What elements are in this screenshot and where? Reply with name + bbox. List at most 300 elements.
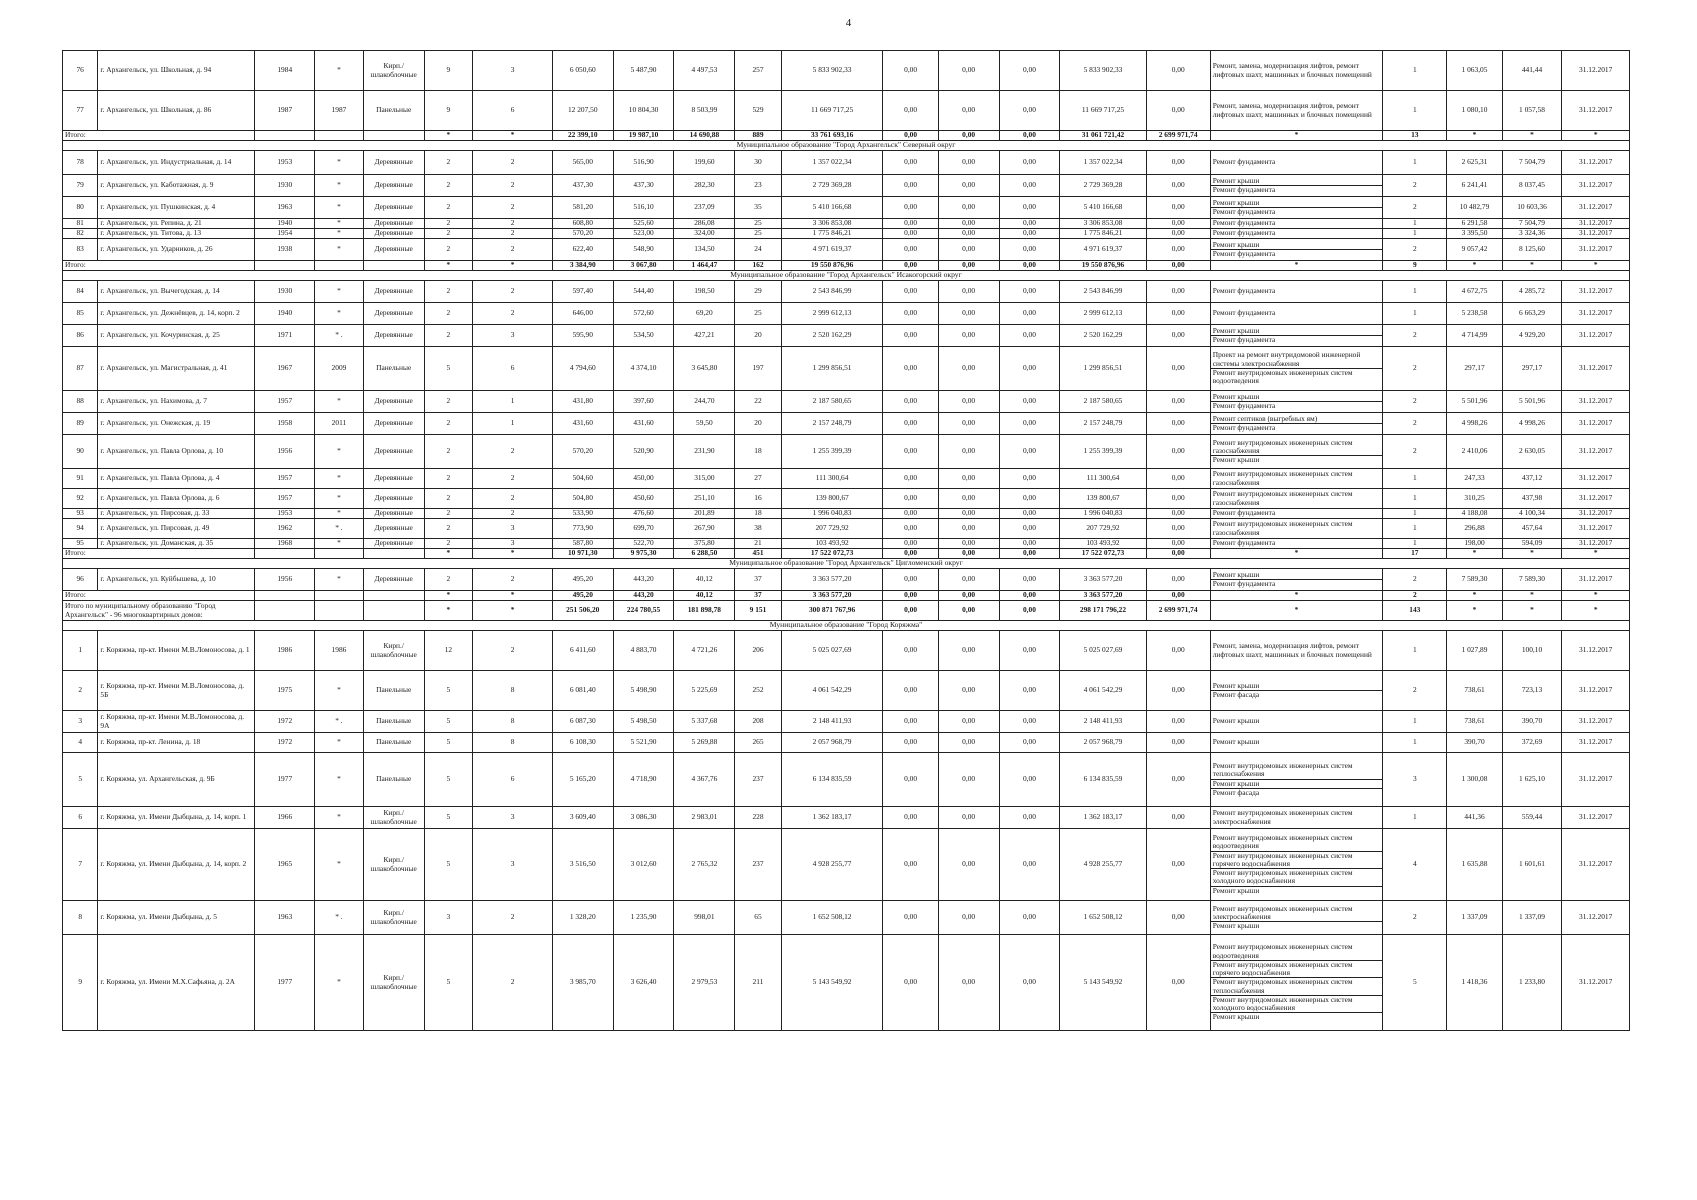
table-row xyxy=(63,829,1630,901)
repair-works xyxy=(1210,151,1383,175)
wall-material: Деревянные xyxy=(363,175,424,197)
residents: 30 xyxy=(735,151,781,175)
floors: 5 xyxy=(424,753,473,807)
floors: 2 xyxy=(424,151,473,175)
year-reconstructed: * xyxy=(315,539,364,549)
row-number: 80 xyxy=(63,197,98,219)
year-reconstructed: * xyxy=(315,239,364,261)
owner-funds: 3 306 853,08 xyxy=(1060,219,1146,229)
row-number: 96 xyxy=(63,569,98,591)
repair-works xyxy=(1210,281,1383,303)
year-built: 1962 xyxy=(255,519,315,539)
premises-area: 3 086,30 xyxy=(613,807,674,829)
other-funds: 0,00 xyxy=(1146,435,1210,469)
works-count: 2 xyxy=(1383,901,1447,935)
residents: 24 xyxy=(735,239,781,261)
total-area: 504,80 xyxy=(552,489,613,509)
local-funds: 0,00 xyxy=(999,569,1060,591)
row-number: 82 xyxy=(63,229,98,239)
owner-funds: 2 187 580,65 xyxy=(1060,391,1146,413)
limit-cost-per-sqm: * xyxy=(1502,261,1562,271)
regional-funds: 0,00 xyxy=(938,539,999,549)
wall-material: Деревянные xyxy=(363,303,424,325)
repair-work-item: Ремонт фундамента xyxy=(1212,401,1276,410)
floors: * xyxy=(424,549,473,559)
repair-works xyxy=(1210,591,1383,601)
total-label: Итого: xyxy=(63,591,255,601)
wall-material: Деревянные xyxy=(363,489,424,509)
cost-per-sqm: 4 672,75 xyxy=(1447,281,1502,303)
year-reconstructed xyxy=(315,591,364,601)
floors: 2 xyxy=(424,539,473,549)
repair-work-item: Ремонт внутридомовых инженерных систем холодного водоснабжения xyxy=(1211,996,1383,1014)
wall-material: Деревянные xyxy=(363,391,424,413)
regional-funds: 0,00 xyxy=(938,261,999,271)
completion-date: 31.12.2017 xyxy=(1562,325,1630,347)
local-funds: 0,00 xyxy=(999,131,1060,141)
owner-funds: 2 999 612,13 xyxy=(1060,303,1146,325)
repair-works xyxy=(1210,197,1383,219)
local-funds: 0,00 xyxy=(999,261,1060,271)
limit-cost-per-sqm: 8 037,45 xyxy=(1502,175,1562,197)
repair-works xyxy=(1210,733,1383,753)
repair-works xyxy=(1210,391,1383,413)
local-funds: 0,00 xyxy=(999,303,1060,325)
residential-area: 6 288,50 xyxy=(674,549,735,559)
floors: 3 xyxy=(424,901,473,935)
regional-funds: 0,00 xyxy=(938,197,999,219)
residents: 16 xyxy=(735,489,781,509)
repair-works xyxy=(1210,261,1383,271)
federal-funds: 0,00 xyxy=(883,601,938,621)
works-count: 4 xyxy=(1383,829,1447,901)
regional-funds: 0,00 xyxy=(938,303,999,325)
completion-date: 31.12.2017 xyxy=(1562,435,1630,469)
owner-funds: 5 025 027,69 xyxy=(1060,631,1146,671)
federal-funds: 0,00 xyxy=(883,753,938,807)
total-cost: 5 025 027,69 xyxy=(781,631,883,671)
residential-area: 2 765,32 xyxy=(674,829,735,901)
residents: 25 xyxy=(735,219,781,229)
total-area: 12 207,50 xyxy=(552,91,613,131)
year-built: 1953 xyxy=(255,151,315,175)
repair-work-item: Ремонт фундамента xyxy=(1212,286,1276,296)
premises-area: 516,10 xyxy=(613,197,674,219)
year-reconstructed: * xyxy=(315,175,364,197)
repair-work-item: Ремонт, замена, модернизация лифтов, ремонт лифтовых шахт, машинных и блочных помещений xyxy=(1212,641,1372,659)
completion-date: 31.12.2017 xyxy=(1562,539,1630,549)
floors: 2 xyxy=(424,435,473,469)
completion-date: 31.12.2017 xyxy=(1562,733,1630,753)
row-number: 89 xyxy=(63,413,98,435)
year-reconstructed: * . xyxy=(315,901,364,935)
federal-funds: 0,00 xyxy=(883,131,938,141)
regional-funds: 0,00 xyxy=(938,131,999,141)
regional-funds: 0,00 xyxy=(938,51,999,91)
total-cost: 2 729 369,28 xyxy=(781,175,883,197)
works-count: 1 xyxy=(1383,281,1447,303)
year-built: 1986 xyxy=(255,631,315,671)
entrances: 2 xyxy=(473,219,553,229)
cost-per-sqm: 4 998,26 xyxy=(1447,413,1502,435)
owner-funds: 19 550 876,96 xyxy=(1060,261,1146,271)
completion-date: 31.12.2017 xyxy=(1562,413,1630,435)
federal-funds: 0,00 xyxy=(883,711,938,733)
repair-works xyxy=(1210,519,1383,539)
residential-area: 375,80 xyxy=(674,539,735,549)
year-reconstructed: * xyxy=(315,509,364,519)
year-reconstructed: * xyxy=(315,935,364,1031)
works-count: 2 xyxy=(1383,569,1447,591)
federal-funds: 0,00 xyxy=(883,229,938,239)
row-number: 7 xyxy=(63,829,98,901)
row-number: 9 xyxy=(63,935,98,1031)
local-funds: 0,00 xyxy=(999,91,1060,131)
completion-date: 31.12.2017 xyxy=(1562,807,1630,829)
wall-material: Деревянные xyxy=(363,197,424,219)
completion-date: 31.12.2017 xyxy=(1562,197,1630,219)
owner-funds: 1 357 022,34 xyxy=(1060,151,1146,175)
cost-per-sqm: * xyxy=(1447,601,1502,621)
table-row xyxy=(63,303,1630,325)
section-title: Муниципальное образование "Город Архангельск" Исакогорский округ xyxy=(63,271,1630,281)
regional-funds: 0,00 xyxy=(938,219,999,229)
year-built: 1966 xyxy=(255,807,315,829)
address: г. Архангельск, ул. Титова, д. 13 xyxy=(98,229,255,239)
federal-funds: 0,00 xyxy=(883,631,938,671)
row-number: 92 xyxy=(63,489,98,509)
works-count: 2 xyxy=(1383,347,1447,391)
year-built: 1963 xyxy=(255,197,315,219)
entrances: 2 xyxy=(473,197,553,219)
repair-work-item: Ремонт фундамента xyxy=(1212,249,1276,258)
year-reconstructed: * xyxy=(315,489,364,509)
local-funds: 0,00 xyxy=(999,711,1060,733)
regional-funds: 0,00 xyxy=(938,935,999,1031)
residents: 37 xyxy=(735,591,781,601)
residents: 20 xyxy=(735,413,781,435)
repair-work-item: Ремонт крыши xyxy=(1211,327,1383,336)
repair-works xyxy=(1210,325,1383,347)
cost-per-sqm: 310,25 xyxy=(1447,489,1502,509)
row-number: 76 xyxy=(63,51,98,91)
row-number: 87 xyxy=(63,347,98,391)
year-built: 1954 xyxy=(255,229,315,239)
total-cost: 139 800,67 xyxy=(781,489,883,509)
residential-area: 244,70 xyxy=(674,391,735,413)
address: г. Архангельск, ул. Нахимова, д. 7 xyxy=(98,391,255,413)
floors: * xyxy=(424,591,473,601)
table-row xyxy=(63,347,1630,391)
year-reconstructed: 2009 xyxy=(315,347,364,391)
regional-funds: 0,00 xyxy=(938,549,999,559)
premises-area: 443,20 xyxy=(613,569,674,591)
local-funds: 0,00 xyxy=(999,733,1060,753)
cost-per-sqm: 6 291,58 xyxy=(1447,219,1502,229)
residents: 25 xyxy=(735,303,781,325)
limit-cost-per-sqm: 1 337,09 xyxy=(1502,901,1562,935)
works-count: 2 xyxy=(1383,435,1447,469)
year-built xyxy=(255,131,315,141)
total-row xyxy=(63,131,1630,141)
residential-area: 14 690,88 xyxy=(674,131,735,141)
other-funds: 2 699 971,74 xyxy=(1146,601,1210,621)
other-funds: 0,00 xyxy=(1146,829,1210,901)
repair-work-item: Ремонт фундамента xyxy=(1212,157,1276,167)
local-funds: 0,00 xyxy=(999,807,1060,829)
entrances: * xyxy=(473,131,553,141)
floors: 2 xyxy=(424,175,473,197)
works-count: 1 xyxy=(1383,219,1447,229)
total-cost: 2 148 411,93 xyxy=(781,711,883,733)
year-built: 1977 xyxy=(255,753,315,807)
residents: 206 xyxy=(735,631,781,671)
total-area: 595,90 xyxy=(552,325,613,347)
residential-area: 134,50 xyxy=(674,239,735,261)
table-row xyxy=(63,539,1630,549)
total-row xyxy=(63,261,1630,271)
repair-work-item: Ремонт внутридомовых инженерных систем газоснабжения xyxy=(1212,489,1353,507)
other-funds: 0,00 xyxy=(1146,91,1210,131)
year-built: 1977 xyxy=(255,935,315,1031)
works-count: 1 xyxy=(1383,711,1447,733)
regional-funds: 0,00 xyxy=(938,435,999,469)
total-cost: 5 833 902,33 xyxy=(781,51,883,91)
repair-work-item: Ремонт крыши xyxy=(1212,1012,1260,1022)
premises-area: 476,60 xyxy=(613,509,674,519)
limit-cost-per-sqm: 297,17 xyxy=(1502,347,1562,391)
table-row xyxy=(63,325,1630,347)
local-funds: 0,00 xyxy=(999,175,1060,197)
repair-work-item: Ремонт фундамента xyxy=(1212,228,1276,238)
works-count: 1 xyxy=(1383,539,1447,549)
limit-cost-per-sqm: 437,98 xyxy=(1502,489,1562,509)
year-reconstructed: 1986 xyxy=(315,631,364,671)
address: г. Коряжма, ул. Имени М.Х.Сафьяна, д. 2А xyxy=(98,935,255,1031)
premises-area: 3 067,80 xyxy=(613,261,674,271)
premises-area: 699,70 xyxy=(613,519,674,539)
repair-work-item: Ремонт внутридомовых инженерных систем водоотведения xyxy=(1211,943,1383,961)
residents: 38 xyxy=(735,519,781,539)
wall-material xyxy=(363,261,424,271)
limit-cost-per-sqm: * xyxy=(1502,549,1562,559)
other-funds: 0,00 xyxy=(1146,591,1210,601)
federal-funds: 0,00 xyxy=(883,435,938,469)
completion-date: 31.12.2017 xyxy=(1562,151,1630,175)
row-number: 77 xyxy=(63,91,98,131)
address: г. Архангельск, ул. Магистральная, д. 41 xyxy=(98,347,255,391)
section-title: Муниципальное образование "Город Архангельск" Северный округ xyxy=(63,141,1630,151)
wall-material: Кирп./ шлакоблочные xyxy=(363,901,424,935)
repair-work-item: Ремонт внутридомовых инженерных систем теплоснабжения xyxy=(1211,978,1383,996)
premises-area: 534,50 xyxy=(613,325,674,347)
residents: 20 xyxy=(735,325,781,347)
floors: 2 xyxy=(424,239,473,261)
limit-cost-per-sqm: 559,44 xyxy=(1502,807,1562,829)
limit-cost-per-sqm: 1 233,80 xyxy=(1502,935,1562,1031)
total-label: Итого: xyxy=(63,131,255,141)
works-count: 143 xyxy=(1383,601,1447,621)
address: г. Архангельск, ул. Павла Орлова, д. 4 xyxy=(98,469,255,489)
completion-date: 31.12.2017 xyxy=(1562,281,1630,303)
floors: 2 xyxy=(424,413,473,435)
residential-area: 427,21 xyxy=(674,325,735,347)
year-reconstructed: * xyxy=(315,469,364,489)
residential-area: 2 979,53 xyxy=(674,935,735,1031)
owner-funds: 103 493,92 xyxy=(1060,539,1146,549)
repair-works xyxy=(1210,631,1383,671)
entrances: 6 xyxy=(473,91,553,131)
floors: 2 xyxy=(424,489,473,509)
address: г. Архангельск, ул. Пирсовая, д. 33 xyxy=(98,509,255,519)
federal-funds: 0,00 xyxy=(883,901,938,935)
repair-works xyxy=(1210,435,1383,469)
federal-funds: 0,00 xyxy=(883,509,938,519)
year-built: 1975 xyxy=(255,671,315,711)
federal-funds: 0,00 xyxy=(883,151,938,175)
table-row xyxy=(63,733,1630,753)
row-number: 81 xyxy=(63,219,98,229)
premises-area: 3 626,40 xyxy=(613,935,674,1031)
completion-date: 31.12.2017 xyxy=(1562,711,1630,733)
entrances: 8 xyxy=(473,711,553,733)
local-funds: 0,00 xyxy=(999,935,1060,1031)
repair-works xyxy=(1210,753,1383,807)
cost-per-sqm: 1 063,05 xyxy=(1447,51,1502,91)
residential-area: 201,89 xyxy=(674,509,735,519)
repair-work-item: Ремонт крыши xyxy=(1212,455,1260,465)
residential-area: 199,60 xyxy=(674,151,735,175)
residential-area: 40,12 xyxy=(674,591,735,601)
entrances: 2 xyxy=(473,239,553,261)
wall-material: Деревянные xyxy=(363,229,424,239)
residential-area: 1 464,47 xyxy=(674,261,735,271)
year-built: 1930 xyxy=(255,281,315,303)
capital-repair-table xyxy=(62,50,1630,1031)
total-cost: 6 134 835,59 xyxy=(781,753,883,807)
year-reconstructed xyxy=(315,131,364,141)
regional-funds: 0,00 xyxy=(938,631,999,671)
residential-area: 4 721,26 xyxy=(674,631,735,671)
table-row xyxy=(63,901,1630,935)
cost-per-sqm: 1 300,08 xyxy=(1447,753,1502,807)
repair-works xyxy=(1210,489,1383,509)
other-funds: 0,00 xyxy=(1146,807,1210,829)
cost-per-sqm: 4 188,08 xyxy=(1447,509,1502,519)
regional-funds: 0,00 xyxy=(938,519,999,539)
residents: 25 xyxy=(735,229,781,239)
residential-area: 4 497,53 xyxy=(674,51,735,91)
address: г. Архангельск, ул. Вычегодская, д. 14 xyxy=(98,281,255,303)
year-built: 1957 xyxy=(255,391,315,413)
total-cost: 2 543 846,99 xyxy=(781,281,883,303)
completion-date: * xyxy=(1562,131,1630,141)
local-funds: 0,00 xyxy=(999,753,1060,807)
residents: 35 xyxy=(735,197,781,219)
repair-work-item: Ремонт фундамента xyxy=(1212,538,1276,548)
repair-work-item: Ремонт внутридомовых инженерных систем электроснабжения xyxy=(1211,905,1383,923)
limit-cost-per-sqm: 2 630,05 xyxy=(1502,435,1562,469)
federal-funds: 0,00 xyxy=(883,219,938,229)
repair-work-item: Ремонт крыши xyxy=(1212,885,1260,895)
owner-funds: 1 255 399,39 xyxy=(1060,435,1146,469)
other-funds: 0,00 xyxy=(1146,197,1210,219)
repair-works xyxy=(1210,175,1383,197)
owner-funds: 2 157 248,79 xyxy=(1060,413,1146,435)
federal-funds: 0,00 xyxy=(883,489,938,509)
repair-work-item: Ремонт внутридомовых инженерных систем теплоснабжения xyxy=(1211,762,1383,780)
table-row xyxy=(63,229,1630,239)
cost-per-sqm: 1 027,89 xyxy=(1447,631,1502,671)
year-built: 1963 xyxy=(255,901,315,935)
wall-material: Деревянные xyxy=(363,151,424,175)
other-funds: 0,00 xyxy=(1146,519,1210,539)
other-funds: 0,00 xyxy=(1146,229,1210,239)
floors: 2 xyxy=(424,303,473,325)
repair-works xyxy=(1210,91,1383,131)
regional-funds: 0,00 xyxy=(938,591,999,601)
total-cost: 33 761 693,16 xyxy=(781,131,883,141)
row-number: 88 xyxy=(63,391,98,413)
repair-work-item: Ремонт, замена, модернизация лифтов, ремонт лифтовых шахт, машинных и блочных помещений xyxy=(1212,61,1372,79)
limit-cost-per-sqm: 390,70 xyxy=(1502,711,1562,733)
federal-funds: 0,00 xyxy=(883,549,938,559)
works-count: 13 xyxy=(1383,131,1447,141)
row-number: 86 xyxy=(63,325,98,347)
table-row xyxy=(63,807,1630,829)
floors: * xyxy=(424,601,473,621)
works-count: 3 xyxy=(1383,753,1447,807)
owner-funds: 5 143 549,92 xyxy=(1060,935,1146,1031)
repair-works xyxy=(1210,303,1383,325)
cost-per-sqm: 5 238,58 xyxy=(1447,303,1502,325)
year-reconstructed: * xyxy=(315,391,364,413)
row-number: 2 xyxy=(63,671,98,711)
local-funds: 0,00 xyxy=(999,219,1060,229)
residents: 21 xyxy=(735,539,781,549)
floors: * xyxy=(424,261,473,271)
local-funds: 0,00 xyxy=(999,631,1060,671)
federal-funds: 0,00 xyxy=(883,51,938,91)
repair-work-item: Ремонт фундамента xyxy=(1212,185,1276,194)
row-number: 78 xyxy=(63,151,98,175)
premises-area: 9 975,30 xyxy=(613,549,674,559)
regional-funds: 0,00 xyxy=(938,671,999,711)
repair-work-item: Ремонт фундамента xyxy=(1212,423,1276,432)
works-count: 9 xyxy=(1383,261,1447,271)
limit-cost-per-sqm: 6 663,29 xyxy=(1502,303,1562,325)
wall-material: Панельные xyxy=(363,733,424,753)
federal-funds: 0,00 xyxy=(883,469,938,489)
works-count: 2 xyxy=(1383,325,1447,347)
completion-date: 31.12.2017 xyxy=(1562,347,1630,391)
repair-works xyxy=(1210,829,1383,901)
regional-funds: 0,00 xyxy=(938,91,999,131)
total-area: 251 506,20 xyxy=(552,601,613,621)
address: г. Коряжма, пр-кт. Имени М.В.Ломоносова, д. 9А xyxy=(98,711,255,733)
repair-work-item: Ремонт фундамента xyxy=(1212,508,1276,518)
address: г. Архангельск, ул. Школьная, д. 86 xyxy=(98,91,255,131)
premises-area: 520,90 xyxy=(613,435,674,469)
floors: 5 xyxy=(424,829,473,901)
year-reconstructed xyxy=(315,549,364,559)
repair-works xyxy=(1210,711,1383,733)
floors: 9 xyxy=(424,51,473,91)
federal-funds: 0,00 xyxy=(883,261,938,271)
residential-area: 286,08 xyxy=(674,219,735,229)
residential-area: 5 269,88 xyxy=(674,733,735,753)
repair-work-item: Ремонт крыши xyxy=(1212,716,1260,726)
